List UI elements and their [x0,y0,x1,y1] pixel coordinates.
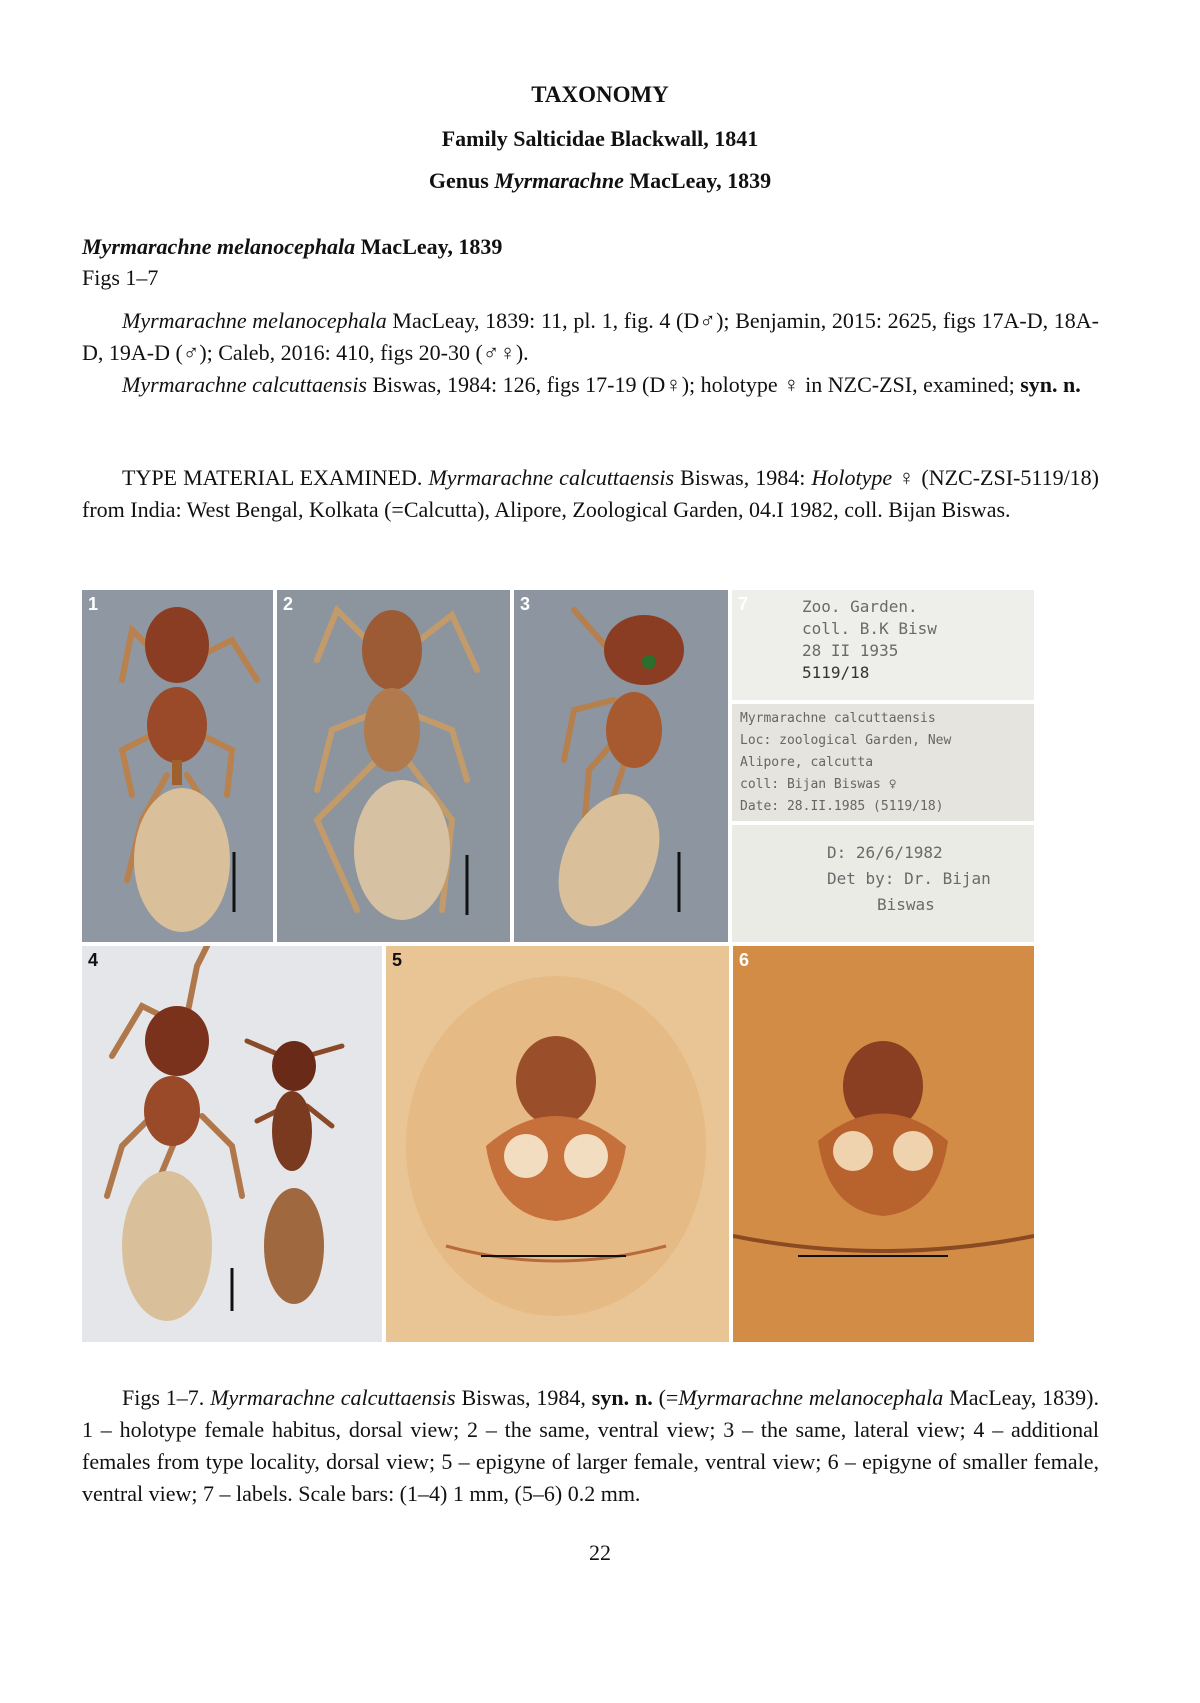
epigyne-larger-photo [386,946,729,1342]
panel-label: 7 [738,594,749,614]
label-a: Zoo. Garden. coll. B.K Bisw 28 II 1935 5119/18 [802,597,937,682]
figure-panel-3 [514,590,728,942]
panel-label: 5 [392,950,403,970]
figure-panel-7 [732,590,1034,942]
synonymy-entry: Myrmarachne melanocephala MacLeay, 1839: 11, pl. 1, fig. 4 (D♂); Benjamin, 2015: 2625, figs 17A-D, 18A-D, 19A-D (♂); Caleb, 2016: 410, figs 20-30 (♂♀). [82,308,1099,365]
label-c: D: 26/6/1982 Det by: Dr. Bijan Biswas [827,843,991,914]
spider-dorsal-photo [82,590,273,942]
panel-label: 3 [520,594,531,614]
species-figs-ref: Figs 1–7 [82,265,159,290]
figure-panel-1 [82,590,273,942]
type-material-paragraph: TYPE MATERIAL EXAMINED. Myrmarachne calcuttaensis Biswas, 1984: Holotype ♀ (NZC-ZSI-5119/18) from India: West Bengal, Kolkata (=Calcutta), Alipore, Zoological Garden, 04.I 1982, coll. Bijan Biswas. [82,465,1100,522]
panel-label: 6 [739,950,750,970]
label-b: Myrmarachne calcuttaensis Loc: zoological Garden, New Alipore, calcutta coll: Bijan Biswas ♀ Date: 28.II.1985 (5119/18) [740,711,952,814]
synonymy-list [82,305,1099,401]
genus-heading: Genus Myrmarachne MacLeay, 1839 [428,168,772,193]
panel-label: 2 [283,594,294,614]
panel-label: 1 [88,594,99,614]
family-heading: Family Salticidae Blackwall, 1841 [441,126,759,151]
page-number: 22 [589,1540,611,1565]
synonymy-entry: Myrmarachne calcuttaensis Biswas, 1984: 126, figs 17-19 (D♀); holotype ♀ in NZC-ZSI, examined; syn. n. [122,372,1081,397]
spider-ventral-photo [277,590,510,942]
spider-lateral-photo [514,590,728,942]
figure-panel-4 [82,946,382,1342]
additional-females-photo [82,946,382,1342]
species-heading: Myrmarachne melanocephala MacLeay, 1839 [82,234,503,259]
figure-panel-6 [733,946,1034,1342]
section-title: TAXONOMY [531,82,669,107]
panel-label: 4 [88,950,99,970]
epigyne-smaller-photo [733,946,1034,1342]
figure-panel-5 [386,946,729,1342]
figure-caption: Figs 1–7. Myrmarachne calcuttaensis Biswas, 1984, syn. n. (=Myrmarachne melanocephala MacLeay, 1839). 1 – holotype female habitus, dorsal view; 2 – the same, ventral view; 3 – the same, lateral view; 4 – additional females from type locality, dorsal view; 5 – epigyne of larger female, ventral view; 6 – epigyne of smaller female, ventral view; 7 – labels. Scale bars: (1–4) 1 mm, (5–6) 0.2 mm. [82,1385,1099,1506]
figure-panel-2 [277,590,510,942]
